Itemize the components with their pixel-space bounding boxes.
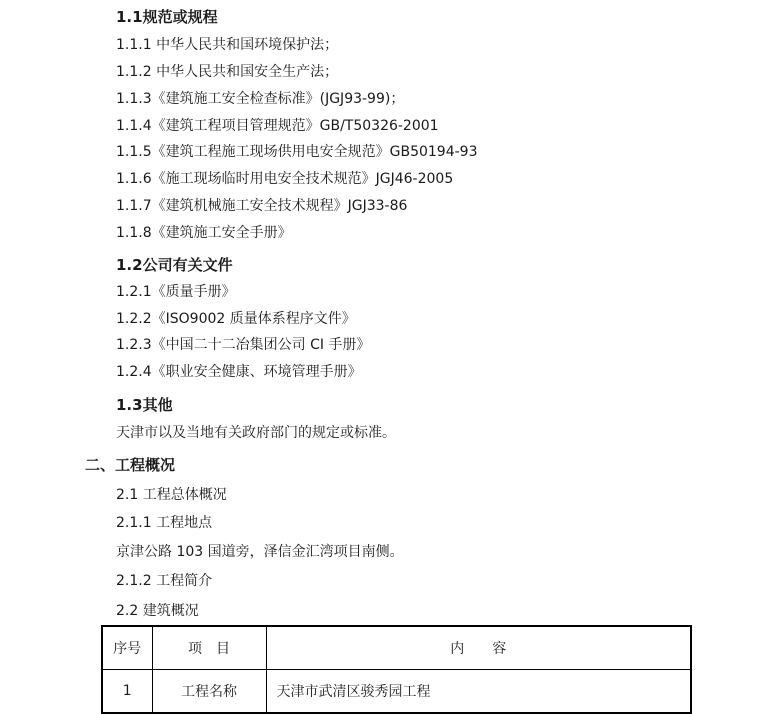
header-cell: 项 目 (152, 626, 266, 670)
list-item: 1.1.7《建筑机械施工安全技术规程》JGJ33-86 (116, 198, 408, 214)
list-item: 1.2.2《ISO9002 质量体系程序文件》 (116, 311, 356, 327)
heading-1-3: 1.3其他 (116, 396, 173, 414)
subheading-2-1: 2.1 工程总体概况 (116, 487, 227, 503)
heading-1-2: 1.2公司有关文件 (116, 256, 233, 274)
list-item: 1.2.3《中国二十二冶集团公司 CI 手册》 (116, 337, 371, 353)
subheading-2-2: 2.2 建筑概况 (116, 603, 199, 619)
header-cell: 序号 (102, 626, 152, 670)
list-item: 1.1.6《施工现场临时用电安全技术规范》JGJ46-2005 (116, 171, 454, 187)
subheading-2-1-1: 2.1.1 工程地点 (116, 515, 213, 531)
list-item: 1.1.1 中华人民共和国环境保护法； (116, 37, 339, 53)
paragraph: 京津公路 103 国道旁，泽信金汇湾项目南侧。 (116, 544, 404, 560)
overview-table (101, 625, 692, 714)
table-header-row (102, 626, 691, 670)
table-cell: 1 (102, 670, 152, 714)
list-item: 1.1.3《建筑施工安全检查标准》(JGJ93-99)； (116, 91, 405, 107)
list-item: 1.2.1《质量手册》 (116, 284, 236, 300)
table-cell: 工程名称 (152, 670, 266, 714)
subheading-2-1-2: 2.1.2 工程简介 (116, 573, 213, 589)
table-cell: 天津市武清区骏秀园工程 (266, 670, 691, 714)
header-cell: 内 容 (266, 626, 691, 670)
heading-section-2: 二、工程概况 (85, 456, 176, 474)
list-item: 1.2.4《职业安全健康、环境管理手册》 (116, 364, 362, 380)
paragraph: 天津市以及当地有关政府部门的规定或标准。 (116, 425, 396, 441)
table-row (102, 670, 691, 714)
list-item: 1.1.8《建筑施工安全手册》 (116, 225, 292, 241)
list-item: 1.1.5《建筑工程施工现场供用电安全规范》GB50194-93 (116, 144, 478, 160)
list-item: 1.1.2 中华人民共和国安全生产法； (116, 64, 339, 80)
heading-1-1: 1.1规范或规程 (116, 8, 218, 26)
list-item: 1.1.4《建筑工程项目管理规范》GB/T50326-2001 (116, 118, 439, 134)
